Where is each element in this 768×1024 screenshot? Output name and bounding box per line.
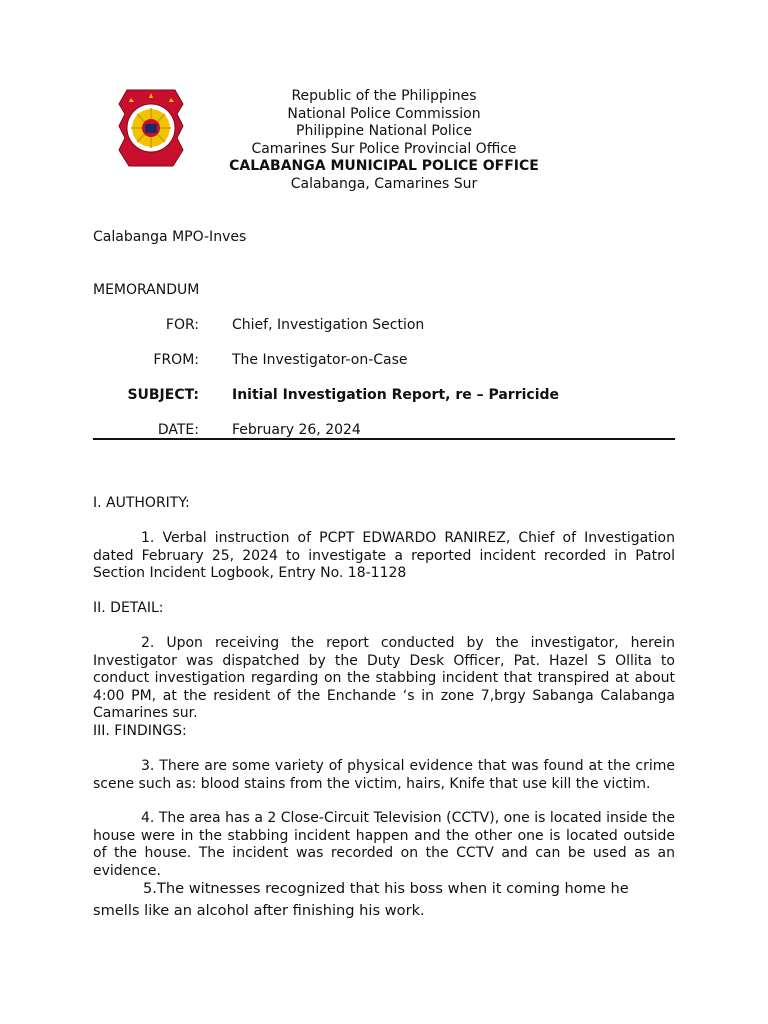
paragraph-4: 4. The area has a 2 Close-Circuit Television (CCTV), one is located inside the house were in the stabbing incident happen and the other one is located outside of the house. The incident was recorded on the CCTV and can be used as an evidence. — [93, 810, 675, 879]
from-value: The Investigator-on-Case — [232, 352, 408, 368]
date-value: February 26, 2024 — [232, 422, 361, 438]
header-republic: Republic of the Philippines — [291, 88, 477, 104]
pnp-badge-icon — [117, 88, 185, 168]
paragraph-5: 5.The witnesses recognized that his boss when it coming home he smells like an alcohol after finishing his work. — [93, 880, 629, 919]
memo-title: MEMORANDUM — [93, 282, 200, 298]
header-office-name: CALABANGA MUNICIPAL POLICE OFFICE — [229, 158, 539, 174]
paragraph-2: 2. Upon receiving the report conducted by the investigator, herein Investigator was dispatched by the Duty Desk Officer, Pat. Hazel S Ollita to conduct investigation regarding on the stabbing incident that transpired at about 4:00 PM, at the resident of the Enchande ‘s in zone 7,brgy Sabanga Calabanga Camarines sur. — [93, 635, 675, 721]
findings-paragraph-5 — [93, 878, 675, 922]
letterhead — [184, 88, 584, 193]
date-label: DATE: — [157, 422, 199, 438]
authority-paragraph — [93, 530, 675, 583]
subject-row — [93, 387, 675, 405]
header-location: Calabanga, Camarines Sur — [290, 175, 478, 192]
header-pnp: Philippine National Police — [296, 123, 472, 139]
detail-heading: II. DETAIL: — [93, 600, 164, 616]
for-label: FOR: — [165, 317, 199, 333]
from-label: FROM: — [153, 352, 199, 368]
subject-label: SUBJECT: — [127, 387, 199, 403]
authority-heading: I. AUTHORITY: — [93, 495, 190, 511]
paragraph-1: 1. Verbal instruction of PCPT EDWARDO RANIREZ, Chief of Investigation dated February 25, 2024 to investigate a reported incident recorded in Patrol Section Incident Logbook, Entry No. 18-1128 — [93, 530, 675, 581]
subject-value: Initial Investigation Report, re – Parricide — [232, 387, 560, 403]
detail-paragraph — [93, 635, 675, 723]
findings-paragraph-4 — [93, 810, 675, 880]
findings-paragraph-3 — [93, 758, 675, 793]
for-value: Chief, Investigation Section — [232, 317, 425, 333]
header-provincial-office: Camarines Sur Police Provincial Office — [251, 140, 517, 157]
paragraph-3: 3. There are some variety of physical evidence that was found at the crime scene such as: blood stains from the victim, hairs, Knife that use kill the victim. — [93, 758, 675, 792]
header-divider — [93, 438, 675, 440]
findings-heading: III. FINDINGS: — [93, 723, 187, 739]
from-row — [93, 352, 675, 370]
header-commission: National Police Commission — [287, 105, 481, 122]
for-row — [93, 317, 675, 335]
reference-code: Calabanga MPO-Inves — [93, 229, 247, 245]
